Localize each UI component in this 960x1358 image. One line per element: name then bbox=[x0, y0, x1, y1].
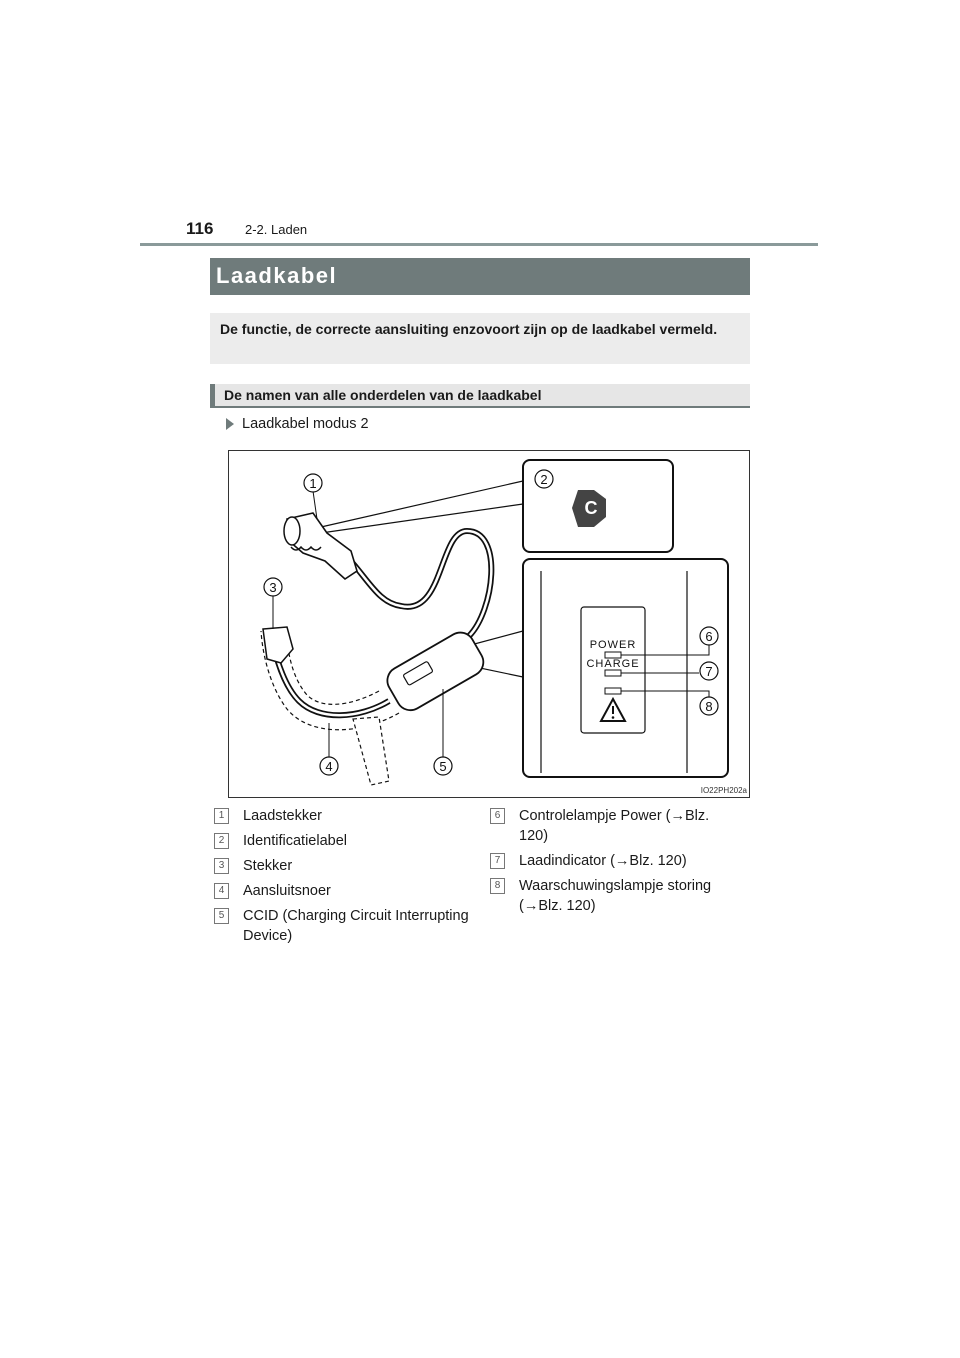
bullet-triangle-icon bbox=[226, 418, 234, 430]
bullet-label: Laadkabel modus 2 bbox=[242, 416, 369, 432]
legend-text: Waarschuwingslampje storing (→Blz. 120) bbox=[519, 878, 712, 914]
legend-number: 7 bbox=[490, 853, 505, 869]
intro-text: De functie, de correcte aansluiting enzovoort zijn op de laadkabel vermeld. bbox=[210, 313, 750, 364]
legend-number: 2 bbox=[214, 833, 229, 849]
panel-label-power: POWER bbox=[589, 639, 637, 651]
legend-text: CCID (Charging Circuit Interrupting Device) bbox=[243, 908, 469, 944]
page-number: 116 bbox=[186, 219, 214, 238]
callout-2: 2 bbox=[540, 472, 548, 487]
legend-number: 6 bbox=[490, 808, 505, 824]
legend-text: Laadstekker bbox=[243, 808, 322, 824]
legend-item bbox=[490, 851, 750, 871]
legend-text: Identificatielabel bbox=[243, 833, 347, 849]
header-rule bbox=[140, 243, 818, 246]
wall-plug bbox=[263, 627, 293, 663]
callout-4: 4 bbox=[325, 759, 333, 774]
callout-8: 8 bbox=[705, 699, 713, 714]
hang-tag bbox=[353, 717, 389, 785]
section-label: 2-2. Laden bbox=[245, 222, 308, 237]
callout-5: 5 bbox=[439, 759, 447, 774]
legend-number: 1 bbox=[214, 808, 229, 824]
legend-number: 4 bbox=[214, 883, 229, 899]
panel-label-charge: CHARGE bbox=[586, 658, 640, 670]
legend-item bbox=[214, 856, 484, 876]
callout-1: 1 bbox=[309, 476, 317, 491]
legend-item bbox=[490, 876, 750, 916]
id-label-letter: C bbox=[584, 498, 598, 518]
bullet-item bbox=[226, 416, 369, 432]
section-subheading: De namen van alle onderdelen van de laadkabel bbox=[210, 384, 750, 408]
legend-number: 5 bbox=[214, 908, 229, 924]
legend-number: 8 bbox=[490, 878, 505, 894]
legend-item bbox=[490, 806, 750, 846]
legend-text: Laadindicator (→Blz. 120) bbox=[519, 853, 687, 869]
legend-text: Aansluitsnoer bbox=[243, 883, 331, 899]
charging-cable-figure bbox=[228, 450, 750, 798]
legend-text: Controlelampje Power (→Blz. 120) bbox=[519, 808, 710, 844]
legend-item bbox=[214, 906, 486, 946]
legend-number: 3 bbox=[214, 858, 229, 874]
ccid-box bbox=[382, 627, 488, 715]
legend-item bbox=[214, 831, 484, 851]
callout-7: 7 bbox=[705, 664, 713, 679]
figure-code: IO22PH202a bbox=[700, 786, 747, 795]
page-title: Laadkabel bbox=[210, 258, 750, 295]
charging-cable-illustration bbox=[229, 451, 751, 799]
callout-6: 6 bbox=[705, 629, 713, 644]
legend-item bbox=[214, 881, 484, 901]
legend-item bbox=[214, 806, 484, 826]
callout-3: 3 bbox=[269, 580, 277, 595]
legend-text: Stekker bbox=[243, 858, 293, 874]
